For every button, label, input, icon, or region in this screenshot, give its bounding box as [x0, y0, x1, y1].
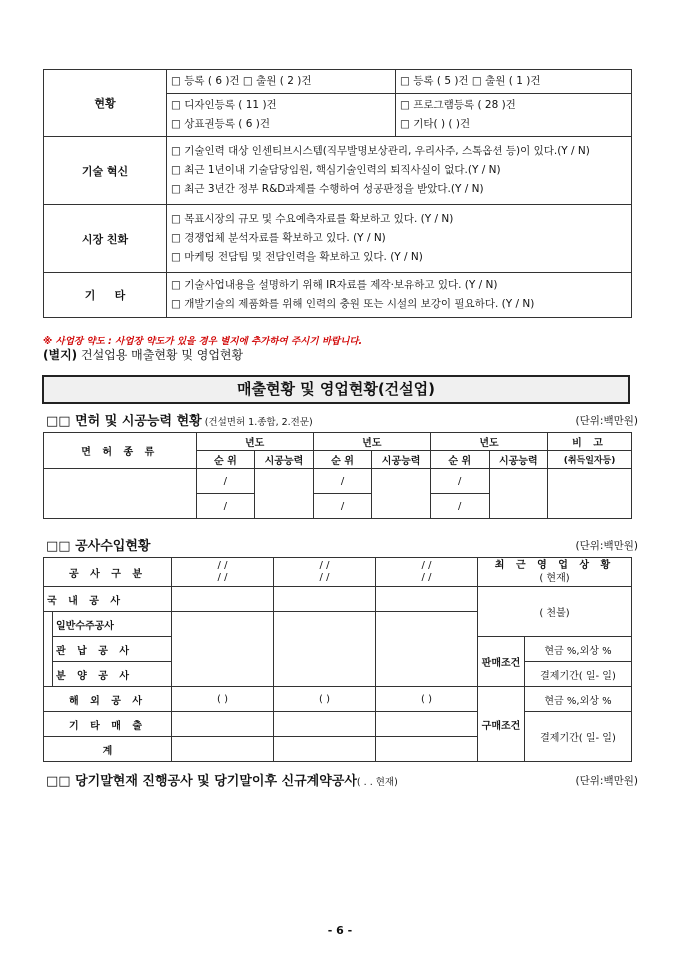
trademark-line: □ 상표권등록 ( 6 )건: [171, 118, 271, 130]
program-line: □ 프로그램등록 ( 28 )건: [400, 99, 516, 111]
map-note: ※ 사업장 약도 : 사업장 약도가 있을 경우 별지에 추가하여 주시기 바랍니다.: [43, 336, 363, 347]
buy-cash: 현금 %,외상 %: [524, 687, 631, 712]
date-top: / /: [421, 560, 432, 571]
ability-cell: [372, 469, 431, 519]
market-cell: [167, 205, 632, 273]
attachment-prefix: (별지): [43, 348, 78, 362]
col-ability: 시공능력: [255, 451, 314, 469]
rank-cell: /: [196, 469, 255, 494]
row-other: 기 타 매 출: [44, 712, 172, 737]
row-sale: 분 양 공 사: [53, 662, 172, 687]
license-section-title: [46, 410, 313, 429]
value-cell: [375, 712, 477, 737]
col-year: 년도: [196, 433, 313, 451]
date-cell: [375, 558, 477, 587]
value-cell: [273, 712, 375, 737]
value-cell: [171, 612, 273, 687]
value-cell: [273, 587, 375, 612]
license-title: □□ 면허 및 시공능력 현황: [46, 414, 202, 429]
market-label: 시장 친화: [44, 205, 167, 273]
sell-cond: 판매조건: [477, 637, 524, 687]
contract-date: ( . . 현재): [356, 777, 398, 788]
value-cell: [375, 587, 477, 612]
design-line: □ 디자인등록 ( 11 )건: [171, 99, 277, 111]
col-rank: 순 위: [196, 451, 255, 469]
recent-title: 최 근 영 업 상 황: [494, 560, 615, 571]
rank-cell: /: [313, 494, 372, 519]
unit-label: (단위:백만원): [575, 540, 638, 552]
col-license: 면 허 종 류: [44, 433, 197, 469]
revenue-table: [43, 557, 632, 762]
date-bottom: / /: [319, 572, 330, 583]
market-line: □ 경쟁업체 분석자료를 확보하고 있다. (Y / N): [171, 232, 386, 244]
innovation-line: □ 최근 1년이내 기술담당임원, 핵심기술인력의 퇴직사실이 없다.(Y / N): [171, 164, 501, 176]
paren-cell: ( ): [273, 687, 375, 712]
innovation-label: 기술 혁신: [44, 137, 167, 205]
value-cell: [171, 712, 273, 737]
unit-label: (단위:백만원): [575, 415, 638, 427]
contract-section-title: [46, 770, 398, 789]
other-line: □ 기타( ) ( )건: [400, 118, 471, 130]
row-kind: 공 사 구 분: [44, 558, 172, 587]
innovation-line: □ 최근 3년간 정부 R&D과제를 수행하여 성공판정을 받았다.(Y / N): [171, 183, 484, 195]
date-cell: [171, 558, 273, 587]
contract-title: □□ 당기말현재 진행공사 및 당기말이후 신규계약공사: [46, 774, 357, 789]
innovation-line: □ 기술인력 대상 인센티브시스템(직무발명보상관리, 우리사주, 스톡옵션 등)이 있다.(Y / N): [171, 145, 590, 157]
utility-line: □ 등록 ( 5 )건 □ 출원 ( 1 )건: [400, 75, 541, 87]
employees-cell: ( 천불): [477, 587, 631, 637]
license-table: [43, 432, 632, 519]
innovation-cell: [167, 137, 632, 205]
ability-cell: [489, 469, 548, 519]
col-ability: 시공능력: [372, 451, 431, 469]
attachment-title: [43, 346, 243, 363]
page-number: - 6 -: [327, 924, 353, 937]
etc-cell: [167, 273, 632, 318]
row-total: 계: [44, 737, 172, 762]
value-cell: [375, 737, 477, 762]
rank-cell: /: [313, 469, 372, 494]
sell-settle: 결제기간( 일- 일): [524, 662, 631, 687]
etc-label: 기 타: [44, 273, 167, 318]
recent-date: ( 현재): [539, 573, 570, 584]
market-line: □ 목표시장의 규모 및 수요예측자료를 확보하고 있다. (Y / N): [171, 213, 454, 225]
ability-cell: [255, 469, 314, 519]
license-subtitle: (건설면허 1.종합, 2.전문): [201, 417, 313, 428]
status-table: [43, 69, 632, 318]
col-rank: 순 위: [313, 451, 372, 469]
date-bottom: / /: [421, 572, 432, 583]
date-top: / /: [319, 560, 330, 571]
row-overseas: 해 외 공 사: [44, 687, 172, 712]
patent-cell: [167, 70, 396, 94]
col-rank: 순 위: [430, 451, 489, 469]
revenue-section-title: □□ 공사수입현황: [46, 539, 151, 554]
market-line: □ 마케팅 전담팀 및 전담인력을 확보하고 있다. (Y / N): [171, 251, 423, 263]
patent-line: □ 등록 ( 6 )건 □ 출원 ( 2 )건: [171, 75, 312, 87]
etc-line: □ 기술사업내용을 설명하기 위해 IR자료를 제작·보유하고 있다. (Y / N): [171, 279, 498, 291]
col-remark: 비 고: [548, 433, 632, 451]
utility-cell: [396, 70, 632, 94]
etc-line: □ 개발기술의 제품화를 위해 인력의 충원 또는 시설의 보강이 필요하다. (Y / N): [171, 298, 535, 310]
date-top: / /: [217, 560, 228, 571]
row-domestic: 국 내 공 사: [44, 587, 172, 612]
date-bottom: / /: [217, 572, 228, 583]
rank-cell: /: [430, 494, 489, 519]
value-cell: [375, 612, 477, 687]
status-label: 현황: [44, 70, 167, 137]
design-cell: [167, 94, 396, 137]
sell-cash: 현금 %,외상 %: [524, 637, 631, 662]
date-cell: [273, 558, 375, 587]
value-cell: [273, 612, 375, 687]
paren-cell: ( ): [171, 687, 273, 712]
col-remark-sub: (취득일자등): [548, 451, 632, 469]
paren-cell: ( ): [375, 687, 477, 712]
value-cell: [171, 587, 273, 612]
remark-cell: [548, 469, 632, 519]
row-general: 일반수주공사: [53, 612, 172, 637]
value-cell: [171, 737, 273, 762]
rank-cell: /: [430, 469, 489, 494]
col-year: 년도: [313, 433, 430, 451]
attachment-text: 건설업용 매출현황 및 영업현황: [77, 348, 244, 362]
row-government: 관 납 공 사: [53, 637, 172, 662]
col-year: 년도: [430, 433, 547, 451]
indent-cell: [44, 612, 53, 687]
license-cell: [44, 469, 197, 519]
buy-settle: 결제기간( 일- 일): [524, 712, 631, 762]
unit-label: (단위:백만원): [575, 775, 638, 787]
page-title: 매출현황 및 영업현황(건설업): [42, 375, 630, 404]
recent-status: [477, 558, 631, 587]
value-cell: [273, 737, 375, 762]
program-cell: [396, 94, 632, 137]
col-ability: 시공능력: [489, 451, 548, 469]
buy-cond: 구매조건: [477, 687, 524, 762]
rank-cell: /: [196, 494, 255, 519]
